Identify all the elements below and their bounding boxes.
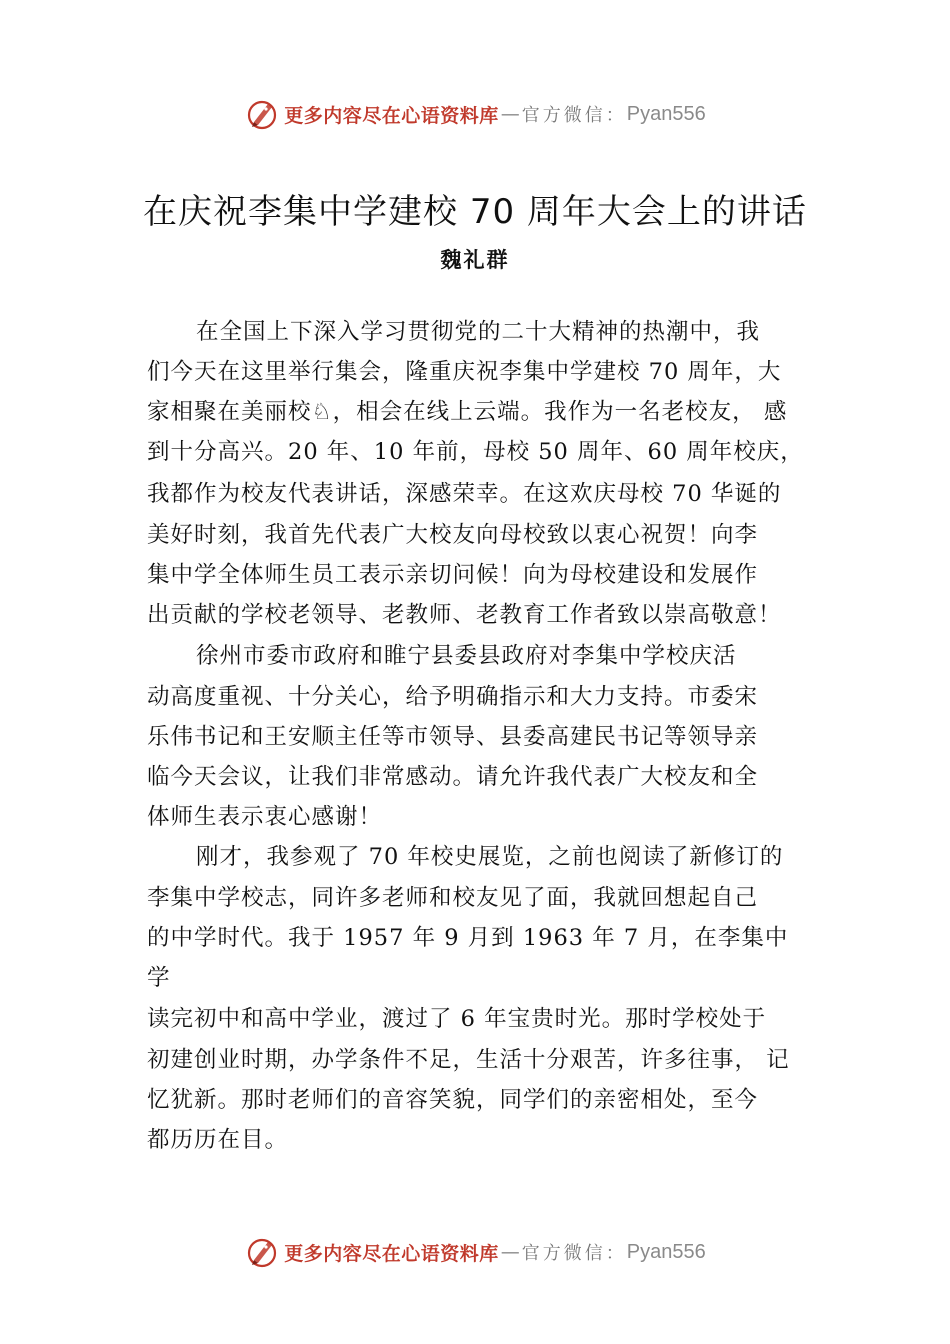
banner-separator: — bbox=[500, 103, 520, 125]
banner-wechat-label: 官方微信： bbox=[521, 1243, 627, 1264]
paragraph-line: 临今天会议，让我们非常感动。请允许我代表广大校友和全 bbox=[147, 764, 759, 790]
paragraph-line: 都历历在目。 bbox=[147, 1127, 289, 1153]
paragraph-line: 集中学全体师生员工表示亲切问候！向为母校建设和发展作 bbox=[147, 562, 759, 588]
paragraph-line: 在全国上下深入学习贯彻党的二十大精神的热潮中，我 bbox=[196, 319, 761, 345]
paragraph-line: 到十分高兴。20 年、10 年前，母校 50 周年、60 周年校庆， bbox=[147, 439, 804, 465]
footer-banner bbox=[0, 1232, 950, 1272]
paragraph-line: 出贡献的学校老领导、老教师、老教育工作者致以崇高敬意！ bbox=[147, 602, 782, 628]
pen-nib-circle-icon bbox=[244, 96, 280, 132]
paragraph-line: 徐州市委市政府和睢宁县委县政府对李集中学校庆活 bbox=[196, 643, 737, 669]
paragraph-line: 刚才，我参观了 70 年校史展览，之前也阅读了新修订的 bbox=[196, 844, 784, 870]
banner-separator: — bbox=[500, 1241, 520, 1263]
banner-wechat-id: Pyan556 bbox=[626, 1240, 706, 1263]
paragraph-line: 乐伟书记和王安顺主任等市领导、县委高建民书记等领导亲 bbox=[147, 724, 759, 750]
banner-wechat-label: 官方微信： bbox=[521, 105, 627, 126]
banner-slogan: 更多内容尽在心语资料库 bbox=[284, 1242, 499, 1265]
document-author: 魏礼群 bbox=[440, 247, 510, 272]
paragraph-line: 家相聚在美丽校♘，相会在线上云端。我作为一名老校友， 感 bbox=[147, 399, 788, 425]
paragraph-line: 学 bbox=[147, 965, 171, 991]
banner-slogan: 更多内容尽在心语资料库 bbox=[284, 104, 499, 127]
paragraph-line: 初建创业时期，办学条件不足，生活十分艰苦，许多往事， 记 bbox=[147, 1047, 790, 1073]
paragraph-line: 忆犹新。那时老师们的音容笑貌，同学们的亲密相处，至今 bbox=[147, 1087, 759, 1113]
paragraph-line: 们今天在这里举行集会，隆重庆祝李集中学建校 70 周年，大 bbox=[147, 359, 782, 385]
paragraph-line: 读完初中和高中学业，渡过了 6 年宝贵时光。那时学校处于 bbox=[147, 1006, 767, 1032]
pen-nib-circle-icon bbox=[244, 1234, 280, 1270]
paragraph-line: 的中学时代。我于 1957 年 9 月到 1963 年 7 月，在李集中 bbox=[147, 925, 789, 951]
paragraph-line: 我都作为校友代表讲话，深感荣幸。在这欢庆母校 70 华诞的 bbox=[147, 481, 782, 507]
paragraph-line: 动高度重视、十分关心，给予明确指示和大力支持。市委宋 bbox=[147, 684, 759, 710]
document-title: 在庆祝李集中学建校 70 周年大会上的讲话 bbox=[143, 192, 807, 232]
paragraph-line: 美好时刻，我首先代表广大校友向母校致以衷心祝贺！向李 bbox=[147, 522, 759, 548]
header-banner bbox=[0, 94, 950, 134]
paragraph-line: 体师生表示衷心感谢！ bbox=[147, 804, 383, 830]
paragraph-line: 李集中学校志，同许多老师和校友见了面，我就回想起自己 bbox=[147, 885, 759, 911]
banner-wechat-id: Pyan556 bbox=[626, 102, 706, 125]
